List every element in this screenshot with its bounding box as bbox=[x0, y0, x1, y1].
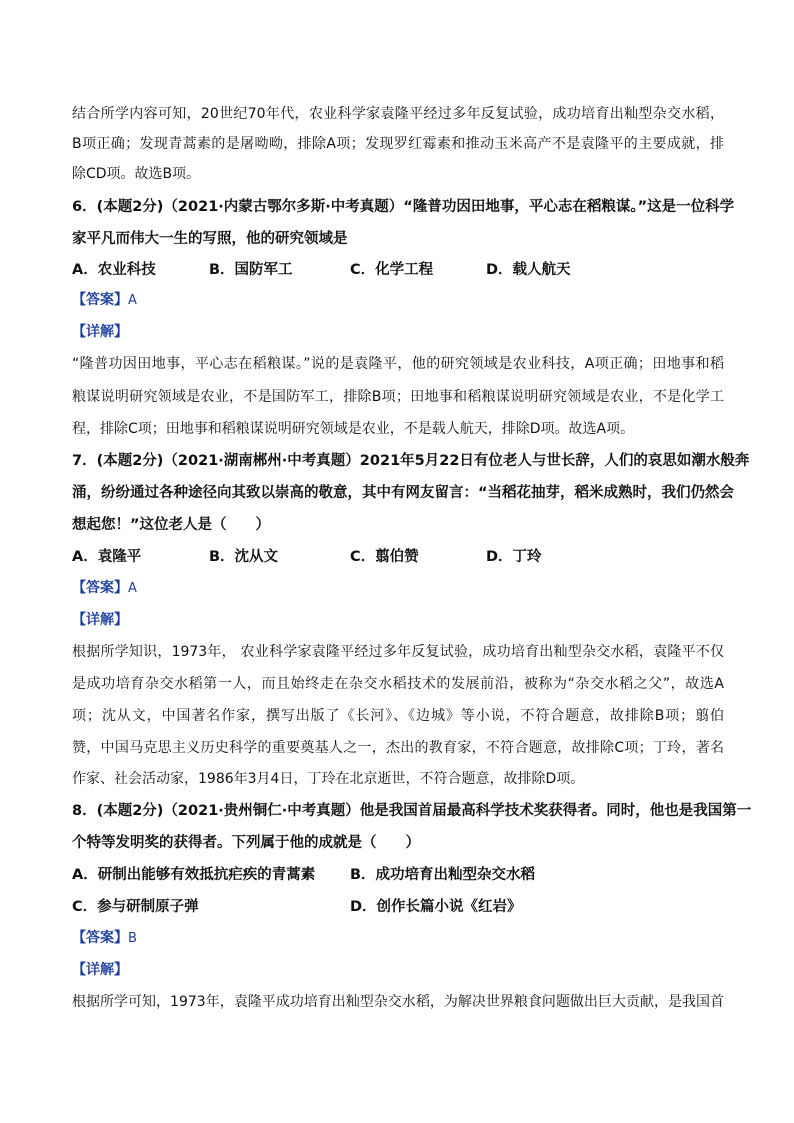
q6-answer bbox=[72, 290, 137, 311]
q8-stem-line-2: 个特等发明奖的获得者。下列属于他的成就是（ ） bbox=[72, 835, 420, 851]
q6-stem-line-2: 家平凡而伟大一生的写照，他的研究领域是 bbox=[72, 231, 348, 247]
q7-detail-label: 【详解】 bbox=[72, 612, 128, 628]
prev-explanation-line-3: 除CD项。故选B项。 bbox=[72, 166, 201, 182]
answer-label: 【答案】 bbox=[72, 580, 128, 596]
q8-option-b: B．成功培育出籼型杂交水稻 bbox=[350, 867, 536, 883]
answer-label: 【答案】 bbox=[72, 930, 128, 946]
q6-detail-label: 【详解】 bbox=[72, 324, 128, 340]
q8-option-c: C．参与研制原子弹 bbox=[72, 899, 199, 915]
q8-option-d: D．创作长篇小说《红岩》 bbox=[350, 899, 522, 915]
q7-stem-line-3: 想起您！”这位老人是（ ） bbox=[72, 517, 271, 533]
q7-explanation-line-3: 项；沈从文，中国著名作家，撰写出版了《长河》、《边城》等小说，不符合题意，故排除B项；翦伯 bbox=[72, 708, 724, 724]
q8-stem-line-1: 8．(本题2分)（2021·贵州铜仁·中考真题）他是我国首届最高科学技术奖获得者。同时，他也是我国第一 bbox=[72, 803, 752, 819]
answer-value: A bbox=[128, 581, 137, 596]
prev-explanation-line-2: B项正确；发现青蒿素的是屠呦呦，排除A项；发现罗红霉素和推动玉米高产不是袁隆平的主要成就，排 bbox=[72, 136, 724, 152]
q7-option-b: B．沈从文 bbox=[209, 549, 279, 565]
q7-option-a: A．袁隆平 bbox=[72, 549, 142, 565]
q6-option-b: B．国防军工 bbox=[209, 262, 293, 278]
q7-answer bbox=[72, 578, 137, 599]
q8-option-a: A．研制出能够有效抵抗疟疾的青蒿素 bbox=[72, 867, 316, 883]
q7-option-d: D．丁玲 bbox=[486, 549, 542, 565]
q8-answer bbox=[72, 928, 137, 949]
q7-explanation-line-5: 作家、社会活动家，1986年3月4日，丁玲在北京逝世，不符合题意，故排除D项。 bbox=[72, 771, 585, 787]
q8-detail-label: 【详解】 bbox=[72, 962, 128, 978]
answer-value: A bbox=[128, 293, 137, 308]
q6-explanation-line-2: 粮谋说明研究领域是农业，不是国防军工，排除B项；田地事和稻粮谋说明研究领域是农业，不是化学工 bbox=[72, 389, 724, 405]
q6-option-a: A．农业科技 bbox=[72, 262, 156, 278]
answer-value: B bbox=[128, 931, 137, 946]
q6-option-d: D．载人航天 bbox=[486, 262, 571, 278]
q6-stem-line-1: 6．(本题2分)（2021·内蒙古鄂尔多斯·中考真题）“隆普功因田地事，平心志在稻粮谋。”这是一位科学 bbox=[72, 199, 735, 215]
q6-explanation-line-1: “隆普功因田地事，平心志在稻粮谋。”说的是袁隆平，他的研究领域是农业科技，A项正确；田地事和稻 bbox=[72, 356, 724, 372]
q7-explanation-line-4: 赞，中国马克思主义历史科学的重要奠基人之一，杰出的教育家，不符合题意，故排除C项；丁玲，著名 bbox=[72, 740, 724, 756]
q7-stem-line-2: 涌，纷纷通过各种途径向其致以崇高的敬意，其中有网友留言：“当稻花抽芽，稻米成熟时，我们仍然会 bbox=[72, 485, 735, 501]
q7-explanation-line-2: 是成功培育杂交水稻第一人，而且始终走在杂交水稻技术的发展前沿，被称为“杂交水稻之父”，故选A bbox=[72, 676, 724, 692]
prev-explanation-line-1: 结合所学内容可知，20世纪70年代，农业科学家袁隆平经过多年反复试验，成功培育出籼型杂交水稻， bbox=[72, 106, 724, 122]
q6-explanation-line-3: 程，排除C项；田地事和稻粮谋说明研究领域是农业，不是载人航天，排除D项。故选A项。 bbox=[72, 421, 635, 437]
q7-stem-line-1: 7．(本题2分)（2021·湖南郴州·中考真题）2021年5月22日有位老人与世长辞，人们的哀思如潮水般奔 bbox=[72, 453, 750, 469]
q7-option-c: C．翦伯赞 bbox=[350, 549, 419, 565]
answer-label: 【答案】 bbox=[72, 292, 128, 308]
q8-explanation-line-1: 根据所学可知，1973年，袁隆平成功培育出籼型杂交水稻，为解决世界粮食问题做出巨大贡献，是我国首 bbox=[72, 994, 724, 1010]
q7-explanation-line-1: 根据所学知识，1973年， 农业科学家袁隆平经过多年反复试验，成功培育出籼型杂交水稻，袁隆平不仅 bbox=[72, 644, 724, 660]
q6-option-c: C．化学工程 bbox=[350, 262, 434, 278]
